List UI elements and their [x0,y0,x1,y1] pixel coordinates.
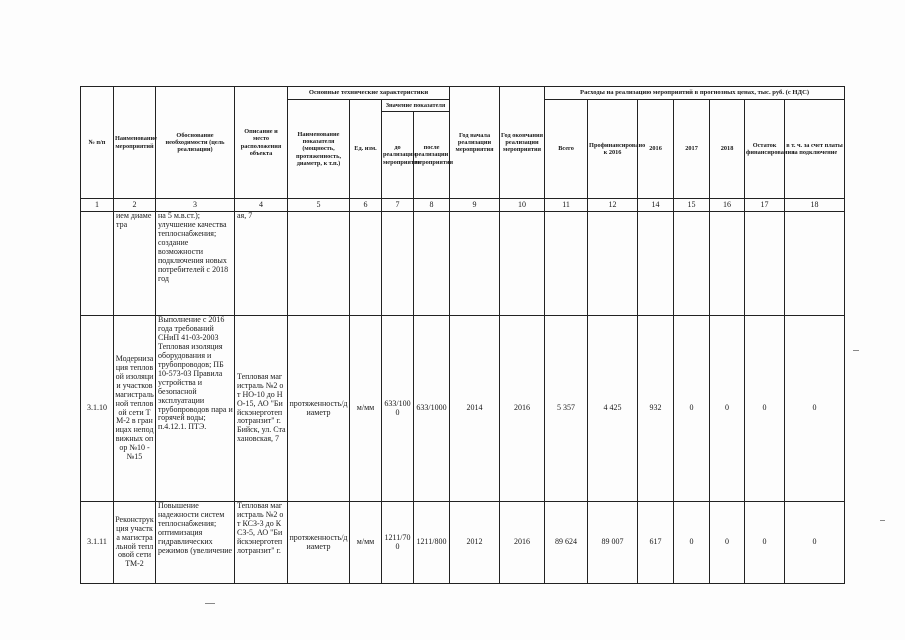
row-after: 1211/800 [414,502,450,584]
column-number: 9 [450,199,500,212]
column-number: 3 [156,199,235,212]
table-row [81,316,845,502]
row-after: 633/1000 [414,316,450,502]
row-remainder: 0 [745,316,785,502]
column-number: 16 [710,199,745,212]
column-number: 7 [382,199,414,212]
row-location: Тепловая магистраль №2 от КСЗ-3 до КСЗ-5, АО "Бийскэнерготеплотранзит" г. [235,502,288,584]
row-financed: 89 007 [588,502,638,584]
column-number: 18 [785,199,845,212]
header-remainder: Остаток финансирования [745,100,785,199]
table-row [81,212,845,316]
column-number: 1 [81,199,114,212]
column-number: 4 [235,199,288,212]
row-before: 633/1000 [382,316,414,502]
header-start-year: Год начала реализации мероприятия [450,87,500,199]
row-2016: 932 [638,316,674,502]
header-end-year: Год окончания реализации мероприятия [500,87,545,199]
row-total: 5 357 [545,316,588,502]
row-end: 2016 [500,316,545,502]
header-2016: 2016 [638,100,674,199]
row-2018 [710,212,745,316]
header-group-costs: Расходы на реализацию мероприятий в прогнозных ценах, тыс. руб. (с НДС) [545,87,845,100]
column-number: 12 [588,199,638,212]
row-financed: 4 425 [588,316,638,502]
row-remainder: 0 [745,502,785,584]
header-2018: 2018 [710,100,745,199]
row-total [545,212,588,316]
row-indicator [288,212,350,316]
row-no: 3.1.11 [81,502,114,584]
table-row [81,502,845,584]
row-no [81,212,114,316]
row-2018: 0 [710,502,745,584]
header-financed: Профинансировано к 2016 [588,100,638,199]
row-incl [785,212,845,316]
column-number-row [81,199,845,212]
row-indicator: протяженность/диаметр [288,316,350,502]
header-group-tech: Основные технические характеристики [288,87,450,100]
row-before [382,212,414,316]
row-2018: 0 [710,316,745,502]
scan-mark [205,603,215,604]
header-after: после реализации мероприятия [414,112,450,199]
column-number: 17 [745,199,785,212]
investment-program-table [80,86,845,584]
scan-mark [880,520,885,521]
column-number: 15 [674,199,710,212]
column-number: 6 [350,199,382,212]
row-before: 1211/700 [382,502,414,584]
column-number: 11 [545,199,588,212]
row-name: Модернизация тепловой изоляции участков магистральной тепловой сети ТМ-2 в границах неподвижных опор №10 -№15 [114,316,156,502]
row-remainder [745,212,785,316]
column-number: 5 [288,199,350,212]
header-location: Описание и место расположения объекта [235,87,288,199]
header-2017: 2017 [674,100,710,199]
column-number: 2 [114,199,156,212]
column-number: 8 [414,199,450,212]
header-before: до реализации мероприятия [382,112,414,199]
header-indicator: Наименование показателя (мощность, протяженность, диаметр, к т.п.) [288,100,350,199]
row-name: Реконструкция участка магистральной тепловой сети ТМ-2 [114,502,156,584]
header-total: Всего [545,100,588,199]
row-total: 89 624 [545,502,588,584]
row-start: 2012 [450,502,500,584]
header-group-value: Значение показателя [382,100,450,112]
row-name: ием диаметра [114,212,156,316]
row-reason: на 5 м.в.ст.); улучшение качества теплоснабжения; создание возможности подключения новых потребителей с 2018 год [156,212,235,316]
header-incl-connection: в т. ч. за счет платы за подключение [785,100,845,199]
row-end: 2016 [500,502,545,584]
row-2017: 0 [674,502,710,584]
column-number: 10 [500,199,545,212]
row-location: Тепловая магистраль №2 от НО-10 до НО-15, АО "Бийскэнерготеплотранзит" г. Бийск, ул. Стахановская, 7 [235,316,288,502]
row-2017 [674,212,710,316]
row-reason: Выполнение с 2016 года требований СНиП 41-03-2003 Тепловая изоляция оборудования и трубопроводов; ПБ 10-573-03 Правила устройства и безопасной эксплуатации трубопроводов пара и горячей воды; п.4.12.1. ПТЭ. [156,316,235,502]
header-unit: Ед. изм. [350,100,382,199]
column-number: 14 [638,199,674,212]
row-end [500,212,545,316]
row-2017: 0 [674,316,710,502]
row-financed [588,212,638,316]
row-incl: 0 [785,502,845,584]
row-after [414,212,450,316]
row-unit [350,212,382,316]
row-incl: 0 [785,316,845,502]
scan-mark [853,350,859,351]
header-reason: Обоснование необходимости (цель реализации) [156,87,235,199]
row-no: 3.1.10 [81,316,114,502]
row-start [450,212,500,316]
row-unit: м/мм [350,316,382,502]
row-start: 2014 [450,316,500,502]
row-location: ая, 7 [235,212,288,316]
row-indicator: протяженность/диаметр [288,502,350,584]
row-2016: 617 [638,502,674,584]
header-name: Наименование мероприятий [114,87,156,199]
header-no: № п/п [81,87,114,199]
row-unit: м/мм [350,502,382,584]
row-2016 [638,212,674,316]
row-reason: Повышение надежности систем теплоснабжения; оптимизация гидравлических режимов (увеличение [156,502,235,584]
